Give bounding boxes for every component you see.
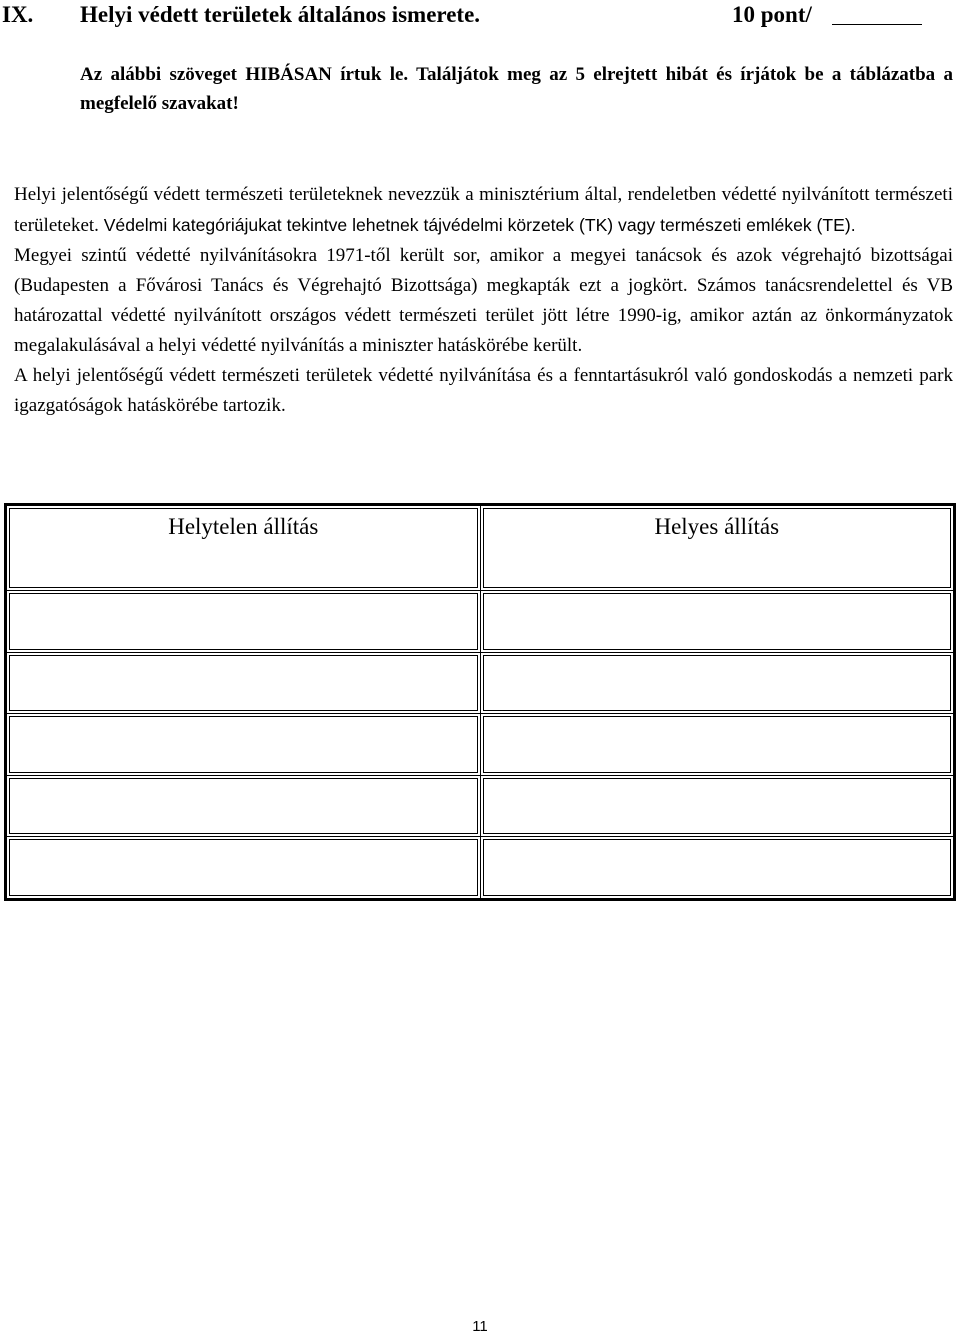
table-row — [6, 775, 955, 837]
incorrect-cell[interactable] — [6, 775, 481, 837]
score-blank-line[interactable] — [832, 24, 922, 25]
incorrect-cell[interactable] — [6, 714, 481, 776]
correct-cell[interactable] — [480, 775, 955, 837]
table-row — [6, 837, 955, 900]
erroneous-text — [14, 180, 953, 421]
sentence-1: Helyi jelentőségű védett természeti területeknek nevezzük a minisztérium által, rendeletben védetté nyilvánított természeti területeket. — [14, 184, 953, 236]
sentence-2: Védelmi kategóriájukat tekintve lehetnek tájvédelmi körzetek (TK) vagy természeti emlékek (TE). — [103, 215, 856, 235]
task-heading — [0, 0, 930, 30]
task-number: IX. — [2, 2, 34, 27]
incorrect-cell[interactable] — [6, 591, 481, 653]
text-paragraph-1 — [14, 180, 953, 241]
task-points: 10 pont/ — [732, 2, 812, 27]
answer-table — [4, 503, 956, 901]
table-header-row — [6, 505, 955, 591]
text-paragraph-2 — [14, 241, 953, 361]
task-instruction: Az alábbi szöveget HIBÁSAN írtuk le. Találjátok meg az 5 elrejtett hibát és írjátok be a táblázatba a megfelelő szavakat! — [80, 64, 953, 114]
header-correct: Helyes állítás — [480, 505, 955, 591]
incorrect-cell[interactable] — [6, 652, 481, 714]
sentence-4: Számos tanácsrendelettel és VB határozattal védetté nyilvánított országos védett természeti terület jött létre 1990-ig, amikor aztán az önkormányzatok megalakulásával a helyi védetté nyilvánítás a miniszter hatáskörébe került. — [14, 275, 953, 356]
incorrect-cell[interactable] — [6, 837, 481, 900]
table-row — [6, 652, 955, 714]
sentence-5: A helyi jelentőségű védett természeti területek védetté nyilvánítása és a fenntartásukról való gondoskodás a nemzeti park igazgatóságok hatáskörébe tartozik. — [14, 365, 953, 416]
page-number: 11 — [472, 1318, 488, 1335]
sentence-3: Megyei szintű védetté nyilvánításokra 1971-től került sor, amikor a megyei tanácsok és azok végrehajtó bizottságai (Budapesten a Fővárosi Tanács és Végrehajtó Bizottsága) megkapták ezt a jogkört. — [14, 245, 953, 296]
text-paragraph-3 — [14, 361, 953, 421]
correct-cell[interactable] — [480, 837, 955, 900]
correct-cell[interactable] — [480, 591, 955, 653]
task-title: Helyi védett területek általános ismerete. — [80, 2, 481, 27]
header-incorrect: Helytelen állítás — [6, 505, 481, 591]
table-row — [6, 591, 955, 653]
correct-cell[interactable] — [480, 714, 955, 776]
correct-cell[interactable] — [480, 652, 955, 714]
table-row — [6, 714, 955, 776]
